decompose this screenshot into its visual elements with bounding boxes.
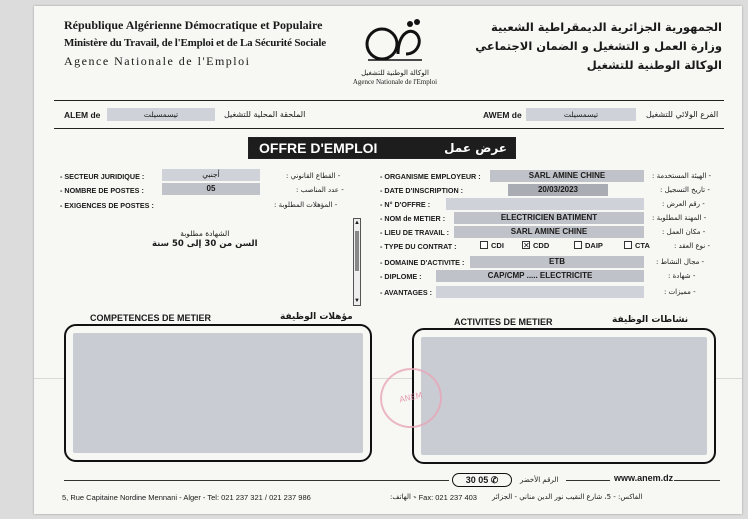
document-sheet: [34, 6, 742, 514]
metier-label: - NOM de METIER :: [380, 214, 446, 223]
postes-label-ar: - عدد المناصب :: [296, 186, 344, 194]
footer-address-ar: الفاكس: - 5، شارع النقيب نور الدين مناني - الجزائر: [492, 493, 643, 501]
header-divider: [54, 100, 724, 101]
competences-textarea[interactable]: [73, 333, 363, 453]
awem-field[interactable]: تيسمسيلت: [526, 108, 636, 121]
postes-label: - NOMBRE DE POSTES :: [60, 186, 144, 195]
contrat-daip-checkbox[interactable]: [574, 241, 582, 249]
competences-title-ar: مؤهلات الوظيفة: [280, 312, 353, 322]
lieu-label: - LIEU DE TRAVAIL :: [380, 228, 450, 237]
logo-caption-ar: الوكالة الوطنية للتشغيل: [361, 70, 429, 77]
contrat-cta-checkbox[interactable]: [624, 241, 632, 249]
logo-caption-fr: Agence Nationale de l'Emploi: [352, 78, 438, 86]
anem-logo-icon: [360, 14, 430, 70]
footer-address: 5, Rue Capitaine Nordine Mennani - Alger - Tel: 021 237 321 / 021 237 986: [62, 493, 311, 502]
exigences-text[interactable]: [152, 228, 258, 250]
date-label-ar: - تاريخ التسجيل :: [660, 186, 710, 194]
lieu-label-ar: - مكان العمل :: [662, 228, 706, 236]
organisme-label-ar: - الهيئة المستخدمة :: [652, 172, 712, 180]
anem-logo: [350, 14, 440, 96]
contrat-label: - TYPE DU CONTRAT :: [380, 242, 457, 251]
header-ar-republic: الجمهورية الجزائرية الديمقراطية الشعبية: [490, 20, 722, 34]
competences-panel: [64, 324, 372, 462]
note-line-2: السن من 30 إلى 50 سنة: [152, 239, 258, 249]
domaine-label-ar: - مجال النشاط :: [656, 258, 705, 266]
diplome-label: - DIPLOME :: [380, 272, 422, 281]
avantages-label: - AVANTAGES :: [380, 288, 433, 297]
footer-rule-left: [64, 480, 449, 481]
alem-label: ALEM de: [64, 110, 101, 120]
activites-title: ACTIVITES DE METIER: [454, 317, 553, 327]
agency-divider: [54, 128, 724, 129]
green-number: 30 05: [465, 475, 489, 485]
contrat-cdi-checkbox[interactable]: [480, 241, 488, 249]
activites-title-ar: نشاطات الوظيفة: [612, 315, 689, 325]
diplome-label-ar: - شهادة :: [668, 272, 696, 280]
offer-title-fr: OFFRE D'EMPLOI: [259, 140, 378, 156]
date-label: - DATE D'INSCRIPTION :: [380, 186, 464, 195]
alem-label-ar: الملحقة المحلية للتشغيل: [224, 110, 306, 119]
contrat-cdd-label: CDD: [533, 241, 550, 250]
footer-rule-mid: [566, 480, 610, 481]
header-republic: République Algérienne Démocratique et Populaire: [64, 18, 323, 32]
offer-title: [248, 137, 516, 159]
contrat-cdd-checkbox[interactable]: ✕: [523, 241, 530, 250]
awem-label-ar: الفرع الولائي للتشغيل: [646, 110, 719, 119]
note-line-1: الشهادة مطلوبة: [180, 229, 230, 238]
contrat-cdi-label: CDI: [491, 241, 504, 250]
header-french: [64, 16, 326, 70]
organisme-field[interactable]: SARL AMINE CHINE: [490, 170, 644, 182]
competences-title: COMPETENCES DE METIER: [90, 313, 212, 323]
secteur-field[interactable]: أجنبي: [162, 169, 260, 181]
exigences-scrollbar[interactable]: [353, 218, 361, 306]
exigences-label-ar: - المؤهلات المطلوبة :: [274, 201, 338, 209]
contrat-label-ar: - نوع العقد :: [674, 242, 710, 250]
stamp-mark: ANEM: [374, 362, 447, 434]
exigences-label: - EXIGENCES DE POSTES :: [60, 201, 154, 210]
contrat-daip-label: DAIP: [585, 241, 603, 250]
domaine-label: - DOMAINE D'ACTIVITE :: [380, 258, 465, 267]
scroll-thumb[interactable]: [355, 231, 359, 271]
activites-textarea[interactable]: [421, 337, 707, 455]
footer-fax: - Fax: 021 237 403: [414, 493, 477, 502]
activites-panel: [412, 328, 716, 464]
avantages-label-ar: - مميزات :: [664, 288, 696, 296]
secteur-label: - SECTEUR JURIDIQUE :: [60, 172, 145, 181]
date-field[interactable]: 20/03/2023: [508, 184, 608, 196]
header-arabic: [475, 18, 722, 75]
avantages-field[interactable]: [436, 286, 644, 298]
postes-field[interactable]: 05: [162, 183, 260, 195]
offer-title-ar: عرض عمل: [444, 141, 507, 155]
diplome-field[interactable]: CAP/CMP ..... ELECTRICITE: [436, 270, 644, 282]
lieu-field[interactable]: SARL AMINE CHINE: [454, 226, 644, 238]
metier-label-ar: - المهنة المطلوبة :: [652, 214, 707, 222]
metier-field[interactable]: ELECTRICIEN BATIMENT: [454, 212, 644, 224]
green-number-box: 30 05 ✆: [452, 473, 512, 487]
organisme-label: - ORGANISME EMPLOYEUR :: [380, 172, 481, 181]
secteur-label-ar: - القطاع القانوني :: [286, 172, 341, 180]
awem-label: AWEM de: [483, 110, 522, 120]
offre-label-ar: - رقم العرض :: [662, 200, 705, 208]
scroll-up-icon[interactable]: ▲: [354, 220, 360, 226]
offre-field[interactable]: [446, 198, 644, 210]
scroll-down-icon[interactable]: ▼: [354, 298, 360, 304]
contrat-cta-label: CTA: [635, 241, 650, 250]
header-ministry: Ministère du Travail, de l'Emploi et de La Sécurité Sociale: [64, 37, 326, 49]
header-agency: Agence Nationale de l'Emploi: [64, 54, 251, 68]
alem-field[interactable]: تيسمسيلت: [107, 108, 215, 121]
header-ar-ministry: وزارة العمل و التشغيل و الضمان الاجتماعي: [475, 39, 722, 53]
domaine-field[interactable]: ETB: [470, 256, 644, 268]
header-ar-agency: الوكالة الوطنية للتشغيل: [586, 58, 722, 72]
footer-rule-right: [674, 480, 720, 481]
green-number-label-ar: الرقم الأخضر: [520, 476, 559, 484]
footer-phone-ar: - الهاتف:: [390, 493, 416, 501]
website-link[interactable]: www.anem.dz: [614, 473, 674, 483]
offre-label: - N° D'OFFRE :: [380, 200, 431, 209]
